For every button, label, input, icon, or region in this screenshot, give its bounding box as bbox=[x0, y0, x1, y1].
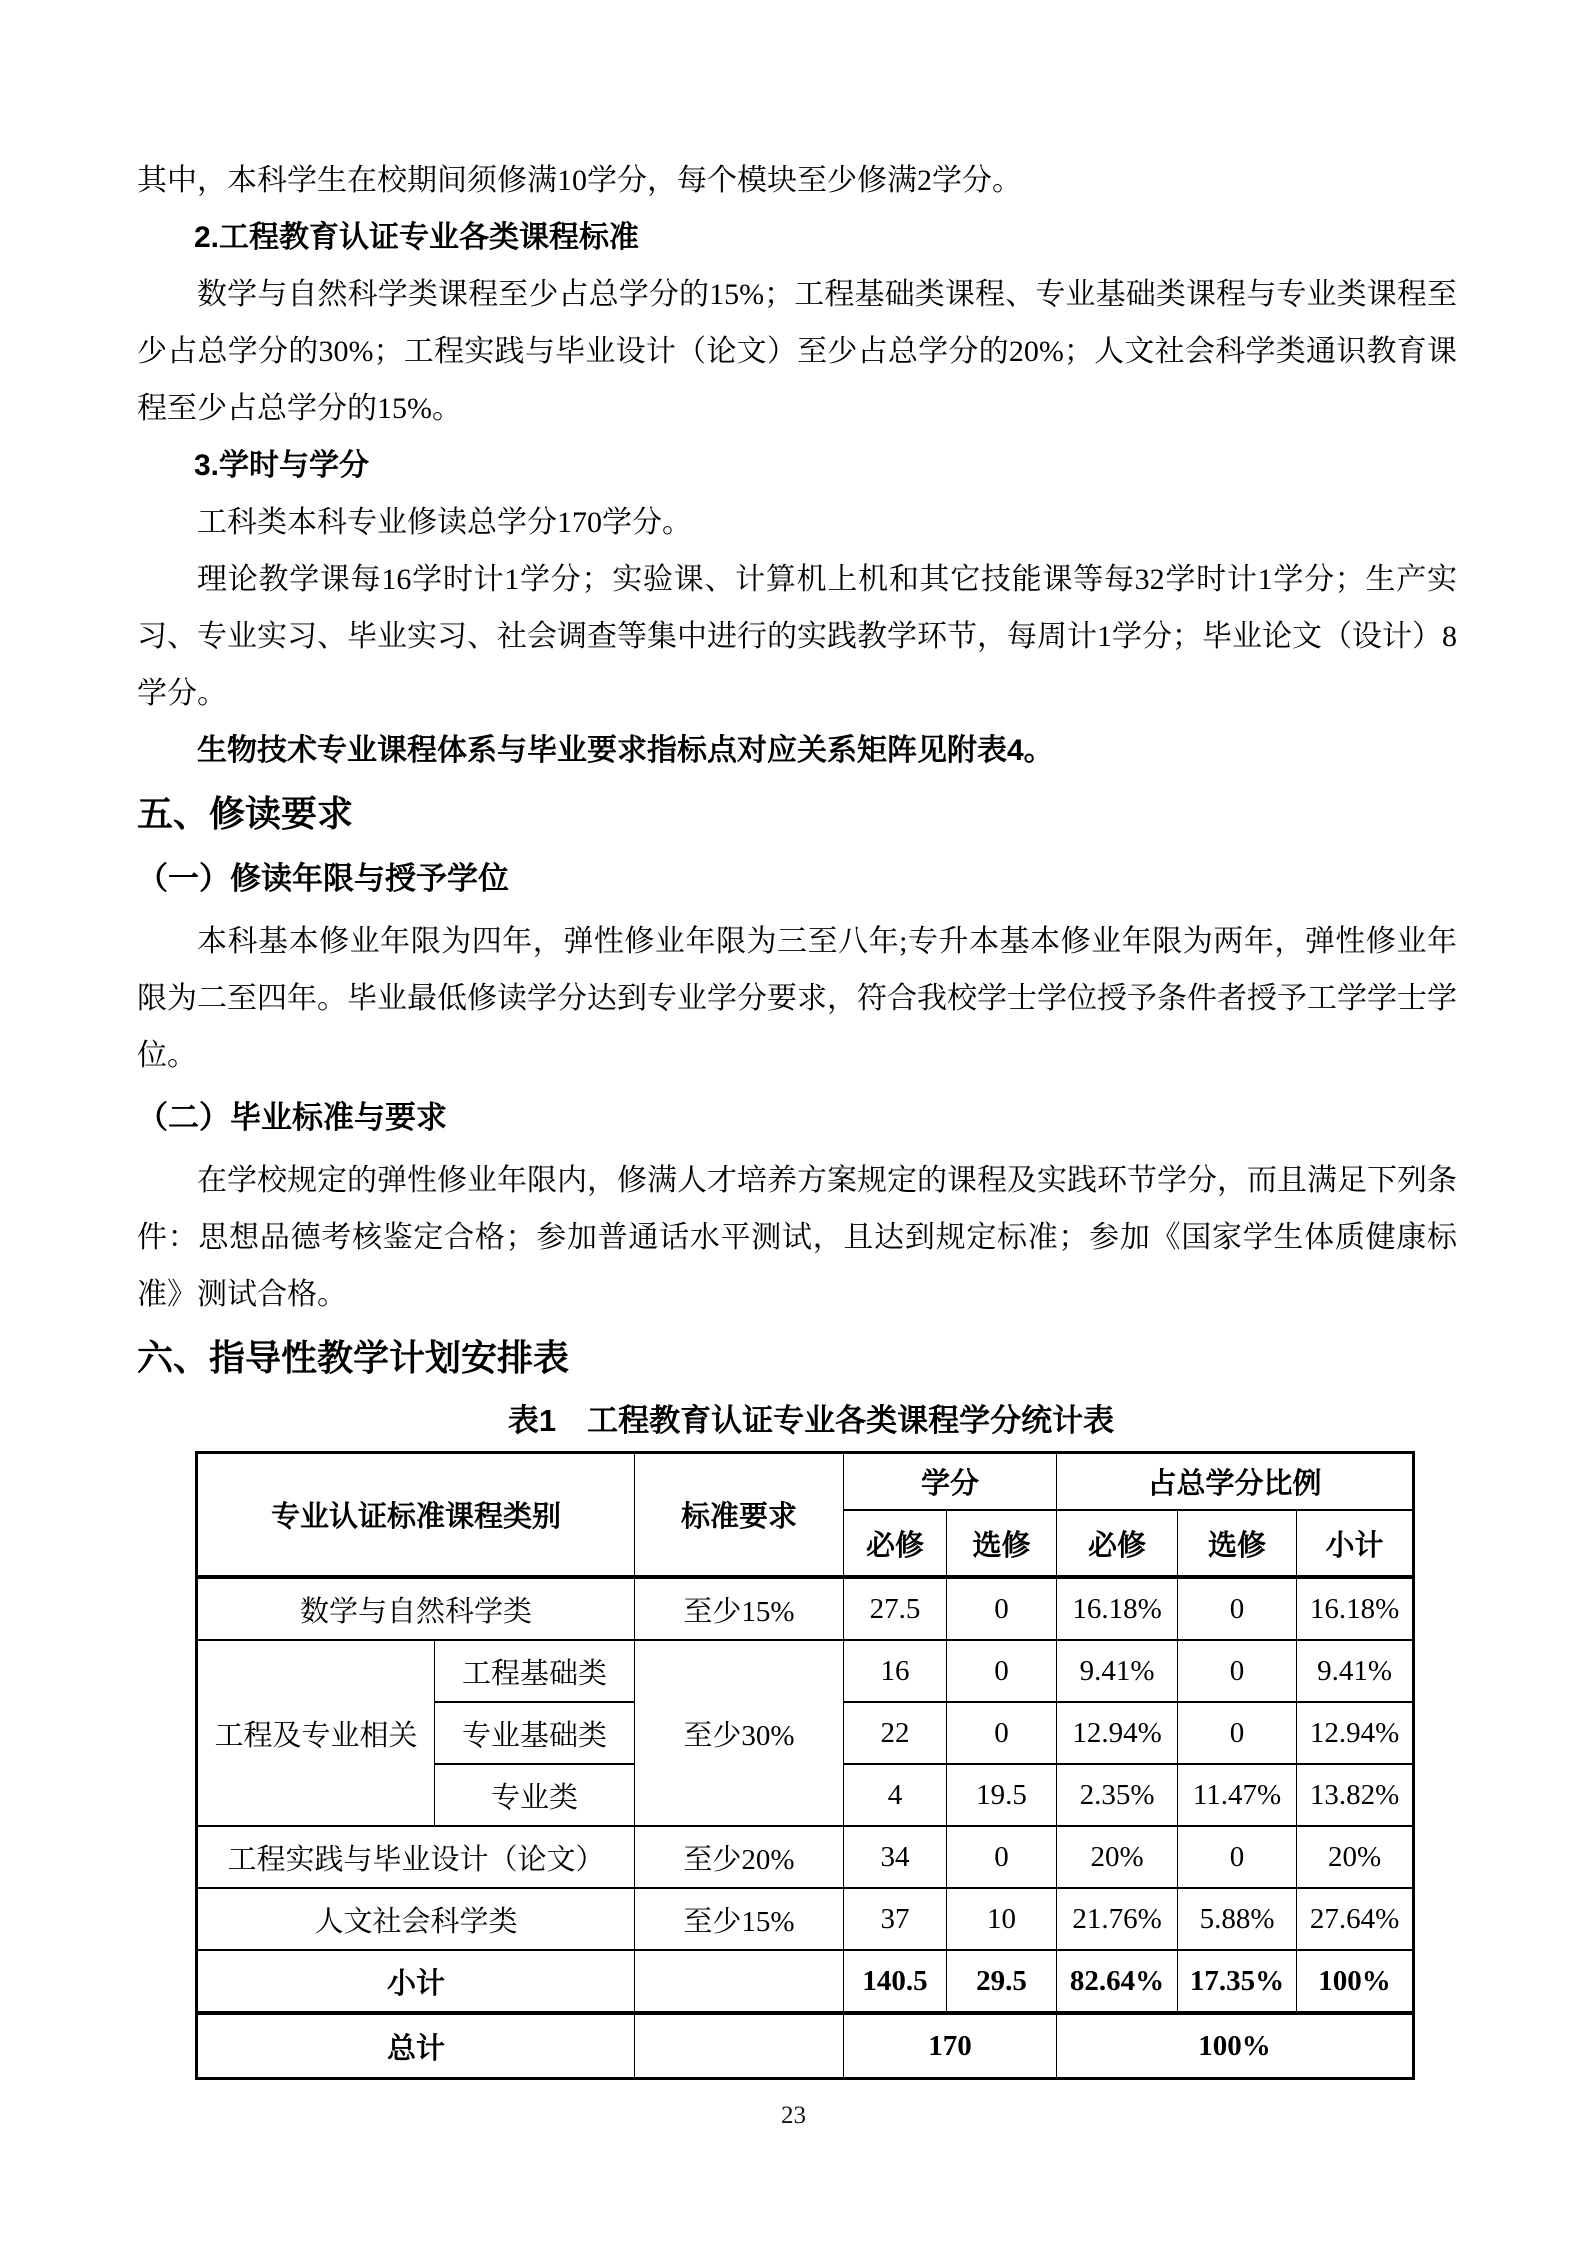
header-required-credits: 必修 bbox=[844, 1510, 947, 1577]
cell-group-requirement: 至少30% bbox=[635, 1640, 844, 1826]
cell-value: 2.35% bbox=[1057, 1764, 1178, 1826]
cell-value: 20% bbox=[1297, 1826, 1414, 1888]
heading-sub-years-degree: （一）修读年限与授予学位 bbox=[137, 861, 509, 896]
cell-value: 29.5 bbox=[947, 1950, 1057, 2013]
cell-value: 9.41% bbox=[1297, 1640, 1414, 1702]
cell-value: 100% bbox=[1297, 1950, 1414, 2013]
cell-value: 82.64% bbox=[1057, 1950, 1178, 2013]
heading-section-6: 六、指导性教学计划安排表 bbox=[137, 1337, 570, 1378]
cell-value: 0 bbox=[947, 1826, 1057, 1888]
header-required-pct: 必修 bbox=[1057, 1510, 1178, 1577]
header-category: 专业认证标准课程类别 bbox=[197, 1453, 635, 1578]
header-elective-pct: 选修 bbox=[1178, 1510, 1297, 1577]
cell-total-credits: 170 bbox=[844, 2013, 1057, 2079]
cell-value: 37 bbox=[844, 1888, 947, 1950]
cell-value: 34 bbox=[844, 1826, 947, 1888]
cell-value: 12.94% bbox=[1297, 1702, 1414, 1764]
cell-subcategory: 专业基础类 bbox=[435, 1702, 635, 1764]
cell-value: 16.18% bbox=[1057, 1577, 1178, 1640]
cell-category: 数学与自然科学类 bbox=[197, 1577, 635, 1640]
header-elective-credits: 选修 bbox=[947, 1510, 1057, 1577]
header-proportion: 占总学分比例 bbox=[1057, 1453, 1414, 1511]
page-content bbox=[137, 152, 1457, 2080]
cell-total-pct: 100% bbox=[1057, 2013, 1414, 2079]
cell-value: 4 bbox=[844, 1764, 947, 1826]
heading-cert-standard: 2.工程教育认证专业各类课程标准 bbox=[194, 221, 640, 254]
cell-value: 0 bbox=[1178, 1702, 1297, 1764]
cell-value: 9.41% bbox=[1057, 1640, 1178, 1702]
cell-value: 0 bbox=[1178, 1577, 1297, 1640]
para-years-degree: 本科基本修业年限为四年，弹性修业年限为三至八年;专升本基本修业年限为两年，弹性修业年限为二至四年。毕业最低修读学分达到专业学分要求，符合我校学士学位授予条件者授予工学学士学位。 bbox=[137, 925, 1457, 1072]
cell-total-label: 总计 bbox=[197, 2013, 635, 2079]
cell-empty bbox=[635, 2013, 844, 2079]
cell-value: 0 bbox=[1178, 1640, 1297, 1702]
cell-value: 16 bbox=[844, 1640, 947, 1702]
cell-value: 27.64% bbox=[1297, 1888, 1414, 1950]
heading-sub-graduation: （二）毕业标准与要求 bbox=[137, 1100, 447, 1135]
cell-value: 13.82% bbox=[1297, 1764, 1414, 1826]
heading-hours-credits: 3.学时与学分 bbox=[194, 449, 370, 482]
para-matrix-note: 生物技术专业课程体系与毕业要求指标点对应关系矩阵见附表4。 bbox=[197, 734, 1054, 767]
cell-group-label: 工程及专业相关 bbox=[197, 1640, 435, 1826]
heading-section-5: 五、修读要求 bbox=[137, 793, 354, 834]
para-graduation: 在学校规定的弹性修业年限内，修满人才培养方案规定的课程及实践环节学分，而且满足下列条件：思想品德考核鉴定合格；参加普通话水平测试，且达到规定标准；参加《国家学生体质健康标准》测试合格。 bbox=[137, 1164, 1457, 1311]
table-row-subtotal bbox=[197, 1950, 1414, 2013]
table-row-math-science bbox=[197, 1577, 1414, 1640]
header-subtotal-pct: 小计 bbox=[1297, 1510, 1414, 1577]
cell-category: 工程实践与毕业设计（论文） bbox=[197, 1826, 635, 1888]
para-cert-standard: 数学与自然科学类课程至少占总学分的15%；工程基础类课程、专业基础类课程与专业类课程至少占总学分的30%；工程实践与毕业设计（论文）至少占总学分的20%；人文社会科学类通识教育课程至少占总学分的15%。 bbox=[137, 278, 1457, 425]
cell-empty bbox=[635, 1950, 844, 2013]
cell-category: 人文社会科学类 bbox=[197, 1888, 635, 1950]
cell-subcategory: 专业类 bbox=[435, 1764, 635, 1826]
cell-value: 11.47% bbox=[1178, 1764, 1297, 1826]
cell-subcategory: 工程基础类 bbox=[435, 1640, 635, 1702]
cell-value: 0 bbox=[947, 1577, 1057, 1640]
para-credit-rules: 理论教学课每16学时计1学分；实验课、计算机上机和其它技能课等每32学时计1学分；生产实习、专业实习、毕业实习、社会调查等集中进行的实践教学环节，每周计1学分；毕业论文（设计）8学分。 bbox=[137, 563, 1457, 710]
table-row-practice-thesis bbox=[197, 1826, 1414, 1888]
cell-value: 19.5 bbox=[947, 1764, 1057, 1826]
cell-value: 20% bbox=[1057, 1826, 1178, 1888]
cell-subtotal-label: 小计 bbox=[197, 1950, 635, 2013]
cell-value: 16.18% bbox=[1297, 1577, 1414, 1640]
page-number: 23 bbox=[781, 2102, 806, 2129]
cell-value: 12.94% bbox=[1057, 1702, 1178, 1764]
table-row-total bbox=[197, 2013, 1414, 2079]
cell-value: 0 bbox=[947, 1702, 1057, 1764]
credit-statistics-table bbox=[195, 1451, 1415, 2080]
cell-value: 27.5 bbox=[844, 1577, 947, 1640]
cell-requirement: 至少20% bbox=[635, 1826, 844, 1888]
cell-value: 5.88% bbox=[1178, 1888, 1297, 1950]
table-row-engineering-base bbox=[197, 1640, 1414, 1702]
para-total-credits: 工科类本科专业修读总学分170学分。 bbox=[197, 506, 692, 539]
cell-value: 22 bbox=[844, 1702, 947, 1764]
cell-requirement: 至少15% bbox=[635, 1888, 844, 1950]
cell-value: 10 bbox=[947, 1888, 1057, 1950]
cell-requirement: 至少15% bbox=[635, 1577, 844, 1640]
table-row-humanities bbox=[197, 1888, 1414, 1950]
header-credits: 学分 bbox=[844, 1453, 1057, 1511]
table-title: 表1 工程教育认证专业各类课程学分统计表 bbox=[507, 1403, 1115, 1438]
cell-value: 0 bbox=[947, 1640, 1057, 1702]
table-header-row-1 bbox=[197, 1453, 1414, 1511]
cell-value: 0 bbox=[1178, 1826, 1297, 1888]
cell-value: 140.5 bbox=[844, 1950, 947, 2013]
cell-value: 17.35% bbox=[1178, 1950, 1297, 2013]
para-module-credits: 其中，本科学生在校期间须修满10学分，每个模块至少修满2学分。 bbox=[137, 164, 1022, 197]
cell-value: 21.76% bbox=[1057, 1888, 1178, 1950]
header-requirement: 标准要求 bbox=[635, 1453, 844, 1578]
